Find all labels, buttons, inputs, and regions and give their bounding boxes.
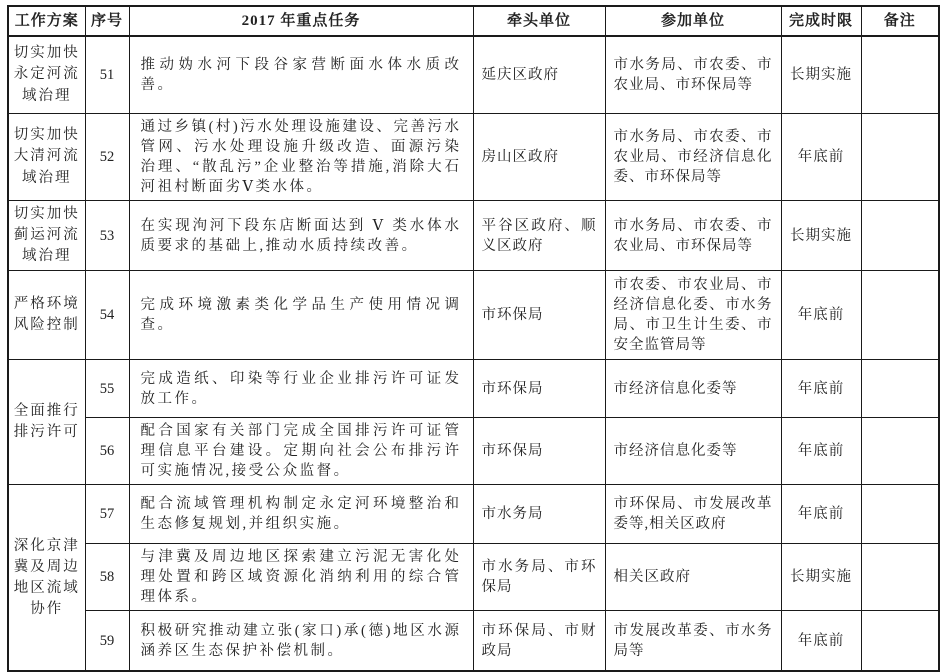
cell-no: 57 <box>85 485 129 544</box>
cell-plan: 严格环境风险控制 <box>8 271 85 360</box>
header-task: 2017 年重点任务 <box>129 6 473 36</box>
cell-participants: 市经济信息化委等 <box>605 418 781 485</box>
header-no: 序号 <box>85 6 129 36</box>
cell-participants: 市农委、市农业局、市经济信息化委、市水务局、市卫生计生委、市安全监管局等 <box>605 271 781 360</box>
cell-task: 推动妫水河下段谷家营断面水体水质改善。 <box>129 36 473 114</box>
header-lead: 牵头单位 <box>473 6 605 36</box>
cell-lead: 市环保局、市财政局 <box>473 611 605 672</box>
cell-no: 54 <box>85 271 129 360</box>
cell-remark <box>861 360 939 418</box>
cell-task: 完成环境激素类化学品生产使用情况调查。 <box>129 271 473 360</box>
cell-no: 59 <box>85 611 129 672</box>
cell-task: 配合流域管理机构制定永定河环境整治和生态修复规划,并组织实施。 <box>129 485 473 544</box>
cell-deadline: 长期实施 <box>781 201 861 271</box>
cell-plan: 切实加快永定河流域治理 <box>8 36 85 114</box>
cell-task: 通过乡镇(村)污水处理设施建设、完善污水管网、污水处理设施升级改造、面源污染治理、“散乱污”企业整治等措施,消除大石河祖村断面劣Ⅴ类水体。 <box>129 114 473 201</box>
cell-lead: 平谷区政府、顺义区政府 <box>473 201 605 271</box>
table-row <box>8 418 939 485</box>
table-row <box>8 271 939 360</box>
cell-lead: 市环保局 <box>473 271 605 360</box>
cell-no: 51 <box>85 36 129 114</box>
cell-no: 55 <box>85 360 129 418</box>
cell-participants: 市水务局、市农委、市农业局、市环保局等 <box>605 36 781 114</box>
cell-no: 53 <box>85 201 129 271</box>
task-table <box>7 5 940 672</box>
cell-deadline: 年底前 <box>781 360 861 418</box>
cell-no: 58 <box>85 544 129 611</box>
header-participants: 参加单位 <box>605 6 781 36</box>
table-row <box>8 114 939 201</box>
cell-no: 56 <box>85 418 129 485</box>
cell-remark <box>861 418 939 485</box>
cell-task: 积极研究推动建立张(家口)承(德)地区水源涵养区生态保护补偿机制。 <box>129 611 473 672</box>
cell-remark <box>861 36 939 114</box>
header-remark: 备注 <box>861 6 939 36</box>
header-row <box>8 6 939 36</box>
cell-deadline: 年底前 <box>781 418 861 485</box>
cell-participants: 市水务局、市农委、市农业局、市环保局等 <box>605 201 781 271</box>
cell-lead: 房山区政府 <box>473 114 605 201</box>
cell-lead: 延庆区政府 <box>473 36 605 114</box>
cell-participants: 市环保局、市发展改革委等,相关区政府 <box>605 485 781 544</box>
cell-participants: 相关区政府 <box>605 544 781 611</box>
cell-task: 配合国家有关部门完成全国排污许可证管理信息平台建设。定期向社会公布排污许可实施情况,接受公众监督。 <box>129 418 473 485</box>
cell-lead: 市水务局 <box>473 485 605 544</box>
cell-plan: 切实加快蓟运河流域治理 <box>8 201 85 271</box>
cell-participants: 市经济信息化委等 <box>605 360 781 418</box>
header-plan: 工作方案 <box>8 6 85 36</box>
cell-deadline: 年底前 <box>781 485 861 544</box>
cell-participants: 市发展改革委、市水务局等 <box>605 611 781 672</box>
table-row <box>8 611 939 672</box>
table-row <box>8 360 939 418</box>
table-row <box>8 201 939 271</box>
cell-remark <box>861 485 939 544</box>
header-deadline: 完成时限 <box>781 6 861 36</box>
cell-deadline: 年底前 <box>781 114 861 201</box>
cell-deadline: 年底前 <box>781 611 861 672</box>
cell-task: 在实现泃河下段东店断面达到 Ⅴ 类水体水质要求的基础上,推动水质持续改善。 <box>129 201 473 271</box>
cell-plan: 切实加快大清河流域治理 <box>8 114 85 201</box>
cell-remark <box>861 544 939 611</box>
table-row <box>8 36 939 114</box>
cell-lead: 市水务局、市环保局 <box>473 544 605 611</box>
cell-remark <box>861 271 939 360</box>
cell-deadline: 长期实施 <box>781 36 861 114</box>
cell-no: 52 <box>85 114 129 201</box>
cell-deadline: 长期实施 <box>781 544 861 611</box>
table-row <box>8 544 939 611</box>
cell-deadline: 年底前 <box>781 271 861 360</box>
cell-participants: 市水务局、市农委、市农业局、市经济信息化委、市环保局等 <box>605 114 781 201</box>
cell-remark <box>861 611 939 672</box>
cell-remark <box>861 201 939 271</box>
cell-plan: 全面推行排污许可 <box>8 360 85 485</box>
cell-lead: 市环保局 <box>473 418 605 485</box>
cell-task: 与津冀及周边地区探索建立污泥无害化处理处置和跨区域资源化消纳利用的综合管理体系。 <box>129 544 473 611</box>
cell-lead: 市环保局 <box>473 360 605 418</box>
table-row <box>8 485 939 544</box>
cell-remark <box>861 114 939 201</box>
cell-task: 完成造纸、印染等行业企业排污许可证发放工作。 <box>129 360 473 418</box>
cell-plan: 深化京津冀及周边地区流域协作 <box>8 485 85 672</box>
